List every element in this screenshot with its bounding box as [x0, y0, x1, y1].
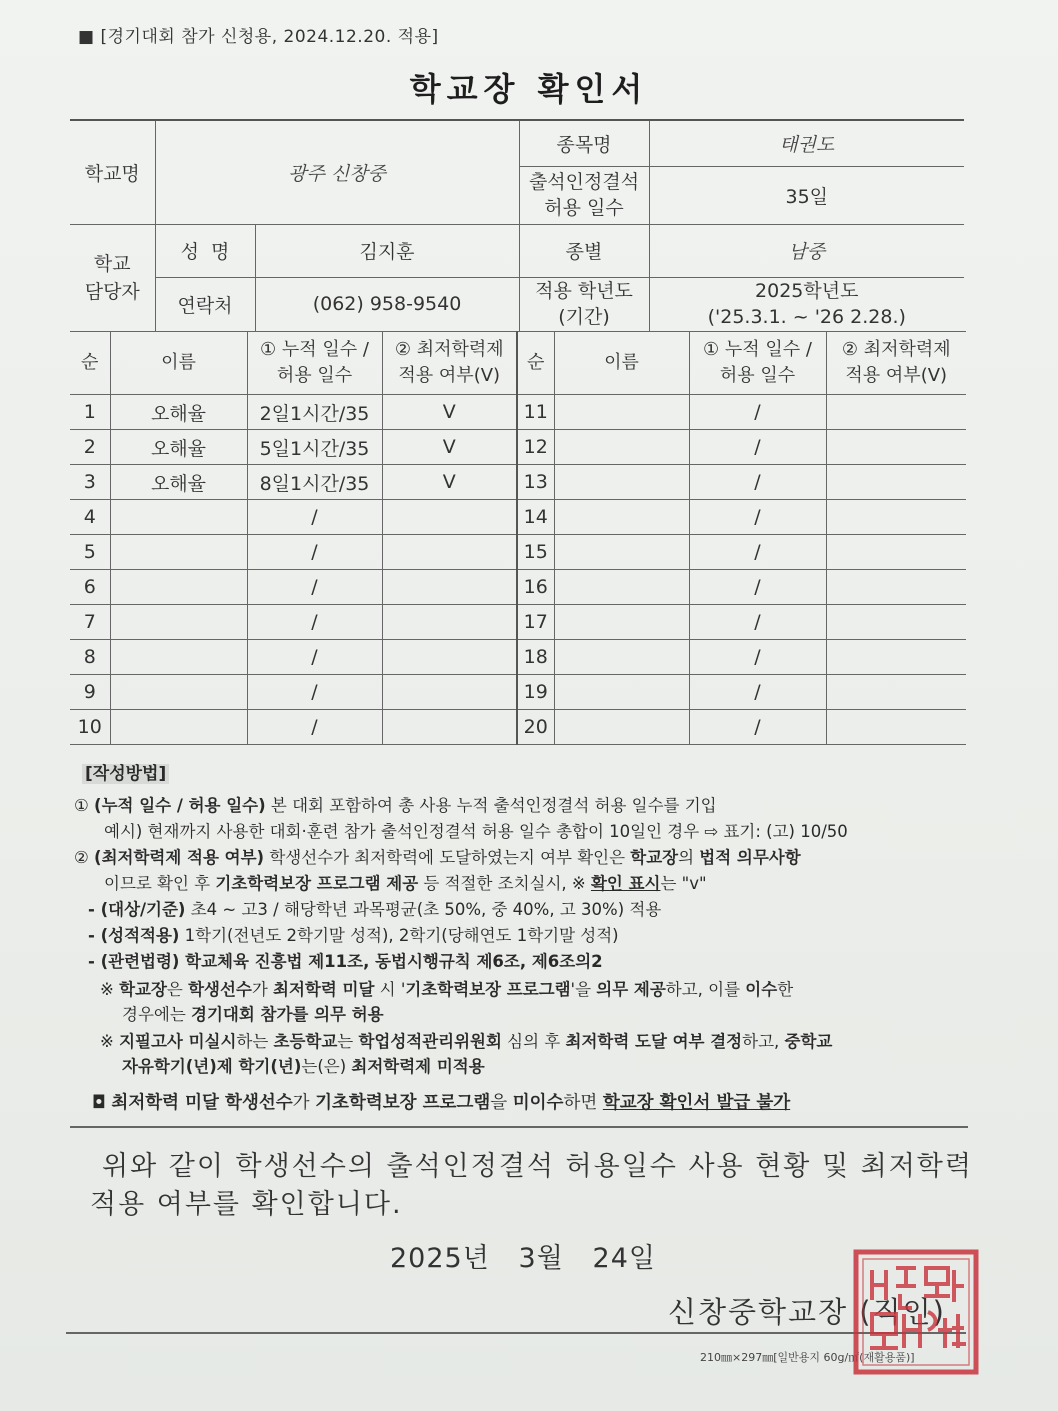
absence-label-line1: 출석인정결석 [528, 171, 640, 193]
row-check: V [382, 465, 517, 500]
student-list-table [70, 331, 966, 745]
method-l8-b4: 기초학력보장 프로그램 [405, 980, 571, 999]
row-no-2: 17 [517, 605, 554, 640]
row-check [382, 500, 517, 535]
row-check [382, 605, 517, 640]
col-no-2: 순 [517, 332, 554, 395]
row-check-2 [826, 535, 966, 570]
method-l1-text: 본 대회 포함하여 총 사용 누적 출석인정결석 허용 일수를 기입 [265, 796, 717, 815]
header-note: ■ [경기대회 참가 신청용, 2024.12.20. 적용] [78, 27, 439, 47]
event-value: 태권도 [649, 120, 964, 166]
page-title: 학교장 확인서 [409, 70, 649, 108]
table-row [70, 570, 966, 605]
row-no-2: 11 [517, 395, 554, 430]
method-l8-b3: 최저학력 미달 [273, 980, 375, 999]
col-name-2: 이름 [554, 332, 689, 395]
method-l8-t5: 하고, 이를 [665, 980, 746, 999]
row-check [382, 570, 517, 605]
year-label-line1: 적용 학년도 [535, 280, 633, 302]
row-days: / [247, 675, 382, 710]
row-no: 6 [70, 570, 110, 605]
row-name: 오해율 [110, 395, 247, 430]
method-line-1 [74, 792, 717, 819]
row-check-2 [826, 430, 966, 465]
row-days-2: / [689, 500, 826, 535]
table-row [70, 430, 966, 465]
method-l12-b1: 최저학력 미달 학생선수 [111, 1093, 293, 1113]
col-check-line2: 적용 여부(V) [398, 365, 501, 386]
row-no: 8 [70, 640, 110, 675]
row-days: / [247, 570, 382, 605]
method-l4-t2: 등 적절한 조치실시, ※ [418, 874, 591, 893]
row-check-2 [826, 640, 966, 675]
row-name-2 [554, 465, 689, 500]
col-check-2-line1: ② 최저학력제 [841, 339, 951, 360]
row-check-2 [826, 465, 966, 500]
num-2: ② [74, 848, 89, 867]
method-line-12 [92, 1090, 790, 1117]
row-name-2 [554, 395, 689, 430]
table-row [70, 395, 966, 430]
row-days: / [247, 535, 382, 570]
method-line-8 [100, 976, 793, 1003]
signer: 신창중학교장 (직인) [668, 1295, 946, 1329]
method-line-9 [122, 1001, 384, 1028]
row-days: 5일1시간/35 [247, 430, 382, 465]
year-value-line2: ('25.3.1. ~ '26 2.28.) [707, 306, 906, 328]
method-l9-bold: 경기대회 참가를 의무 허용 [191, 1005, 384, 1024]
row-no: 5 [70, 535, 110, 570]
row-check [382, 535, 517, 570]
row-no-2: 18 [517, 640, 554, 675]
table-header-row [70, 332, 966, 395]
method-l11-b2: 최저학력제 미적용 [351, 1057, 485, 1076]
method-l10-t1: 하는 [236, 1032, 274, 1051]
table-row [70, 500, 966, 535]
col-no: 순 [70, 332, 110, 395]
row-no-2: 13 [517, 465, 554, 500]
confirm-line2: 적용 여부를 확인합니다. [90, 1189, 403, 1220]
method-l8-b1: 학교장 [119, 980, 167, 999]
manager-label [70, 224, 155, 331]
contact-label: 연락처 [155, 277, 255, 331]
col-check-2 [826, 332, 966, 395]
method-l8-b2: 학생선수 [188, 980, 252, 999]
method-line-7 [88, 948, 603, 975]
category-value: 남중 [649, 224, 964, 277]
col-days-line1: ① 누적 일수 / [260, 339, 369, 360]
method-l3-text: 학생선수가 최저학력에 도달하였는지 여부 확인은 [264, 848, 631, 867]
row-name: 오해율 [110, 465, 247, 500]
row-check-2 [826, 395, 966, 430]
row-no-2: 15 [517, 535, 554, 570]
row-days: 8일1시간/35 [247, 465, 382, 500]
col-days-2-line1: ① 누적 일수 / [703, 339, 812, 360]
row-name [110, 500, 247, 535]
note-mark-2: ※ [100, 1032, 120, 1051]
row-days-2: / [689, 535, 826, 570]
absence-label-line2: 허용 일수 [544, 197, 624, 219]
method-l10-b5: 중학교 [784, 1032, 833, 1051]
row-name-2 [554, 675, 689, 710]
col-check-line1: ② 최저학력제 [394, 339, 504, 360]
row-name [110, 710, 247, 745]
row-no: 4 [70, 500, 110, 535]
warning-box-icon: ◘ [92, 1093, 106, 1113]
row-days: / [247, 710, 382, 745]
method-l7-bold: - (관련법령) [88, 952, 180, 971]
row-no: 1 [70, 395, 110, 430]
method-l11-t1: 는(은) [301, 1057, 352, 1076]
name-label: 성 명 [155, 224, 255, 277]
method-line-11 [122, 1053, 485, 1080]
method-l9-text: 경우에는 [122, 1005, 192, 1024]
method-l1-bold: (누적 일수 / 허용 일수) [94, 796, 266, 815]
method-l6-text: 1학기(전년도 2학기말 성적), 2학기(당해연도 1학기말 성적) [179, 926, 619, 945]
method-l12-t2: 을 [490, 1093, 513, 1113]
col-name: 이름 [110, 332, 247, 395]
method-l10-t2: 는 [337, 1032, 359, 1051]
row-name [110, 570, 247, 605]
col-days-line2: 허용 일수 [276, 365, 353, 386]
method-l8-t4: '을 [570, 980, 597, 999]
row-days-2: / [689, 395, 826, 430]
row-days-2: / [689, 675, 826, 710]
row-check: V [382, 430, 517, 465]
year-value [649, 277, 964, 331]
table-row [70, 710, 966, 745]
method-l3-b3: 법적 의무사항 [699, 848, 801, 867]
row-check-2 [826, 500, 966, 535]
col-days-2-line2: 허용 일수 [719, 365, 796, 386]
row-no: 2 [70, 430, 110, 465]
row-no-2: 19 [517, 675, 554, 710]
table-row [70, 605, 966, 640]
row-check-2 [826, 710, 966, 745]
method-l4-b2: 확인 표시 [590, 874, 661, 893]
method-l4-text: 이므로 확인 후 [104, 874, 216, 893]
row-days: / [247, 640, 382, 675]
category-label: 종별 [519, 224, 649, 277]
method-l12-t3: 하면 [563, 1093, 603, 1113]
method-l12-b2: 기초학력보장 프로그램 [315, 1093, 491, 1113]
manager-label-line2: 담당자 [84, 280, 140, 303]
method-l12-b3: 미이수 [512, 1093, 564, 1113]
row-name-2 [554, 430, 689, 465]
year-label [519, 277, 649, 331]
col-days [247, 332, 382, 395]
row-days-2: / [689, 640, 826, 675]
paper-spec: 210㎜×297㎜[일반용지 60g/㎡(재활용품)] [700, 1351, 915, 1364]
method-l8-b5: 의무 제공 [596, 980, 666, 999]
method-l12-t1: 가 [292, 1093, 316, 1113]
row-no-2: 14 [517, 500, 554, 535]
absence-value: 35일 [649, 166, 964, 224]
row-days-2: / [689, 465, 826, 500]
row-name-2 [554, 500, 689, 535]
row-days: / [247, 605, 382, 640]
method-line-3 [74, 844, 801, 871]
method-l8-b6: 이수 [745, 980, 778, 999]
method-l12-b4: 학교장 확인서 발급 불가 [602, 1093, 791, 1113]
method-line-2: 예시) 현재까지 사용한 대회·훈련 참가 출석인정결석 허용 일수 총합이 10일인 경우 ⇨ 표기: (고) 10/50 [104, 822, 848, 841]
row-check-2 [826, 570, 966, 605]
row-name-2 [554, 605, 689, 640]
method-l4-b1: 기초학력보장 프로그램 제공 [215, 874, 419, 893]
method-line-5 [88, 896, 661, 923]
method-l10-b3: 학업성적관리위원회 [358, 1032, 502, 1051]
row-days-2: / [689, 710, 826, 745]
row-days-2: / [689, 605, 826, 640]
row-name [110, 640, 247, 675]
confirmation-statement [90, 1148, 973, 1224]
school-label: 학교명 [70, 120, 155, 224]
method-l4-t3: 는 "v" [660, 874, 707, 893]
row-name [110, 535, 247, 570]
method-line-10 [100, 1028, 832, 1055]
name-value: 김지훈 [255, 224, 519, 277]
row-no-2: 20 [517, 710, 554, 745]
absence-label [519, 166, 649, 224]
col-days-2 [689, 332, 826, 395]
method-l10-t3: 심의 후 [501, 1032, 566, 1051]
row-days: 2일1시간/35 [247, 395, 382, 430]
method-l3-t2: 의 [678, 848, 700, 867]
row-days: / [247, 500, 382, 535]
divider-top [70, 1126, 968, 1128]
note-mark: ※ [100, 980, 120, 999]
row-no-2: 12 [517, 430, 554, 465]
method-l10-b2: 초등학교 [273, 1032, 338, 1051]
row-no: 7 [70, 605, 110, 640]
method-l10-b4: 최저학력 도달 여부 결정 [565, 1032, 743, 1051]
method-l5-bold: - (대상/기준) [88, 900, 186, 919]
method-l8-t1: 은 [166, 980, 189, 999]
table-row [70, 465, 966, 500]
row-name-2 [554, 710, 689, 745]
method-l10-b1: 지필고사 미실시 [119, 1032, 237, 1051]
col-check-2-line2: 적용 여부(V) [845, 365, 948, 386]
num-1: ① [74, 796, 89, 815]
official-seal-icon [852, 1248, 980, 1376]
confirm-line1: 위와 같이 학생선수의 출석인정결석 허용일수 사용 현황 및 최저학력 [102, 1151, 973, 1182]
method-l3-bold: (최저학력제 적용 여부) [94, 848, 265, 867]
row-name: 오해율 [110, 430, 247, 465]
info-table [70, 119, 964, 332]
divider-bottom [66, 1332, 966, 1334]
method-l8-t3: 시 ' [374, 980, 406, 999]
method-l8-t2: 가 [251, 980, 274, 999]
method-l6-bold: - (성적적용) [88, 926, 180, 945]
school-value: 광주 신창중 [155, 120, 519, 224]
row-name-2 [554, 570, 689, 605]
method-line-6 [88, 922, 619, 949]
row-name-2 [554, 640, 689, 675]
row-name-2 [554, 535, 689, 570]
row-no: 3 [70, 465, 110, 500]
method-l5-text: 초4 ~ 고3 / 해당학년 과목평균(초 50%, 중 40%, 고 30%) 적용 [185, 900, 662, 919]
event-label: 종목명 [519, 120, 649, 166]
row-check [382, 710, 517, 745]
method-heading: [작성방법] [82, 764, 169, 784]
table-row [70, 675, 966, 710]
row-no: 9 [70, 675, 110, 710]
row-days-2: / [689, 430, 826, 465]
row-days-2: / [689, 570, 826, 605]
table-row [70, 640, 966, 675]
method-l8-t6: 한 [777, 980, 794, 999]
method-l11-b1: 자유학기(년)제 학기(년) [122, 1057, 302, 1076]
row-check-2 [826, 675, 966, 710]
year-label-line2: (기간) [558, 306, 610, 328]
year-value-line1: 2025학년도 [755, 280, 859, 302]
table-row [70, 535, 966, 570]
method-line-4 [104, 870, 707, 897]
row-no: 10 [70, 710, 110, 745]
row-no-2: 16 [517, 570, 554, 605]
row-name [110, 605, 247, 640]
contact-value: (062) 958-9540 [255, 277, 519, 331]
method-l10-t4: 하고, [742, 1032, 785, 1051]
method-l7-text: 학교체육 진흥법 제11조, 동법시행규칙 제6조, 제6조의2 [179, 952, 603, 971]
row-check [382, 640, 517, 675]
row-check-2 [826, 605, 966, 640]
method-l3-b2: 학교장 [630, 848, 679, 867]
manager-label-line1: 학교 [93, 252, 131, 275]
col-check [382, 332, 517, 395]
row-name [110, 675, 247, 710]
issue-date: 2025년 3월 24일 [390, 1243, 656, 1274]
row-check [382, 675, 517, 710]
row-check: V [382, 395, 517, 430]
